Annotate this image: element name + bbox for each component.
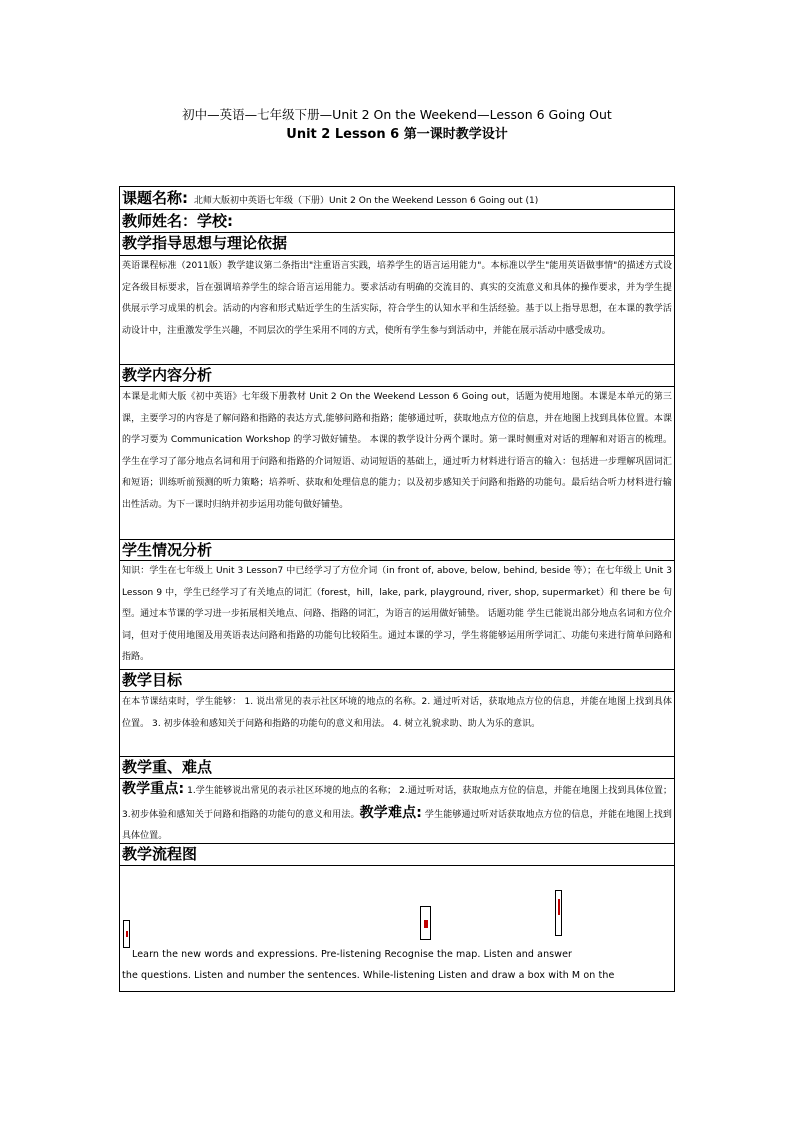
flow-heading: 教学流程图 <box>120 844 674 866</box>
flow-text-line-2: the questions. Listen and number the sentences. While-listening Listen and draw a box with M on the <box>122 970 615 981</box>
guiding-text: 英语课程标准（2011版）教学建议第二条指出"注重语言实践，培养学生的语言运用能力"。本标准以学生"能用英语做事情"的描述方式设定各级目标要求，旨在强调培养学生的综合语言运用能力。要求活动有明确的交流目的、真实的交流意义和具体的操作要求，并为学生提供展示学习成果的机会。活动的内容和形式贴近学生的生活实际，符合学生的认知水平和生活经验。基于以上指导思想，在本课的教学活动设计中，注重激发学生兴趣，不同层次的学生采用不同的方式，使所有学生参与到活动中，并能在展示活动中感受成功。 <box>120 256 674 365</box>
difficult-points-text: 学生能够通过听对话获取地点方位的信息，并能在地图上找到具体位置。 <box>122 809 672 842</box>
document-subtitle: 初中—英语—七年级下册—Unit 2 On the Weekend—Lesson 6 Going Out <box>182 107 612 122</box>
students-text: 知识：学生在七年级上 Unit 3 Lesson7 中已经学习了方位介词（in front of, above, below, behind, beside 等）；在七年级上 Unit 3 Lesson 9 中，学生已经学习了有关地点的词汇（forest，hill，lake, park, playground, river, shop, supermarket）和 there be 句型。通过本节课的学习进一步拓展相关地点、问路、指路的词汇，为语言的运用做好铺垫。 话题功能 学生已能说出部分地点名词和方位介词，但对于使用地图及用英语表达问路和指路的功能句比较陌生。通过本课的学习，学生将能够运用所学词汇、功能句来进行简单问路和指路。 <box>120 561 674 670</box>
school-label: 学校: <box>197 212 234 230</box>
difficult-points-label: 教学难点: <box>359 804 422 821</box>
objectives-text: 在本节课结束时，学生能够： 1. 说出常见的表示社区环境的地点的名称。2. 通过听对话，获取地点方位的信息，并能在地图上找到具体位置。 3. 初步体验和感知关于问路和指路的功能句的意义和用法。 4. 树立礼貌求助、助人为乐的意识。 <box>120 692 674 757</box>
flow-marker-tall <box>558 899 560 915</box>
flow-box-tall <box>555 890 562 936</box>
course-name-value: 北师大版初中英语七年级（下册）Unit 2 On the Weekend Lesson 6 Going out (1) <box>194 196 539 206</box>
teacher-row <box>120 210 674 233</box>
flow-box-small <box>123 920 130 948</box>
page-header <box>0 106 794 145</box>
students-heading: 学生情况分析 <box>120 540 674 561</box>
objectives-heading: 教学目标 <box>120 670 674 692</box>
keypoints-text <box>120 779 674 844</box>
flow-marker-small <box>126 931 128 937</box>
teacher-name-label: 教师姓名： <box>122 212 198 230</box>
flow-chart-area <box>120 866 674 991</box>
key-points-text: 1.学生能够说出常见的表示社区环境的地点的名称； 2.通过听对话，获取地点方位的信息，并能在地图上找到具体位置； 3.初步体验和感知关于问路和指路的功能句的意义和用法。 <box>122 786 672 820</box>
flow-text-line-1: Learn the new words and expressions. Pre-listening Recognise the map. Listen and answer <box>132 949 573 960</box>
guiding-heading: 教学指导思想与理论依据 <box>120 233 674 256</box>
keypoints-heading: 教学重、难点 <box>120 757 674 779</box>
course-name-row <box>120 187 674 210</box>
lesson-plan-table <box>119 186 675 992</box>
document-title: Unit 2 Lesson 6 第一课时教学设计 <box>286 127 508 142</box>
course-name-label: 课题名称: <box>122 189 188 207</box>
content-heading: 教学内容分析 <box>120 365 674 387</box>
flow-marker-medium <box>424 920 428 928</box>
content-text: 本课是北师大版《初中英语》七年级下册教材 Unit 2 On the Weekend Lesson 6 Going out，话题为使用地图。本课是本单元的第三课，主要学习的内容是了解问路和指路的表达方式,能够问路和指路；能够通过听，获取地点方位的信息，并在地图上找到具体位置。本课的学习要为 Communication Workshop 的学习做好铺垫。 本课的教学设计分两个课时。第一课时侧重对对话的理解和对语言的梳理。学生在学习了部分地点名词和用于问路和指路的介词短语、动词短语的基础上，通过听力材料进行语言的输入：包括进一步理解巩固词汇和短语；训练听前预测的听力策略；培养听、获取和处理信息的能力；以及初步感知关于问路和指路的功能句。最后结合听力材料进行输出性活动。为下一课时归纳并初步运用功能句做好铺垫。 <box>120 387 674 540</box>
key-points-label: 教学重点: <box>122 781 185 797</box>
flow-box-medium <box>420 906 431 940</box>
